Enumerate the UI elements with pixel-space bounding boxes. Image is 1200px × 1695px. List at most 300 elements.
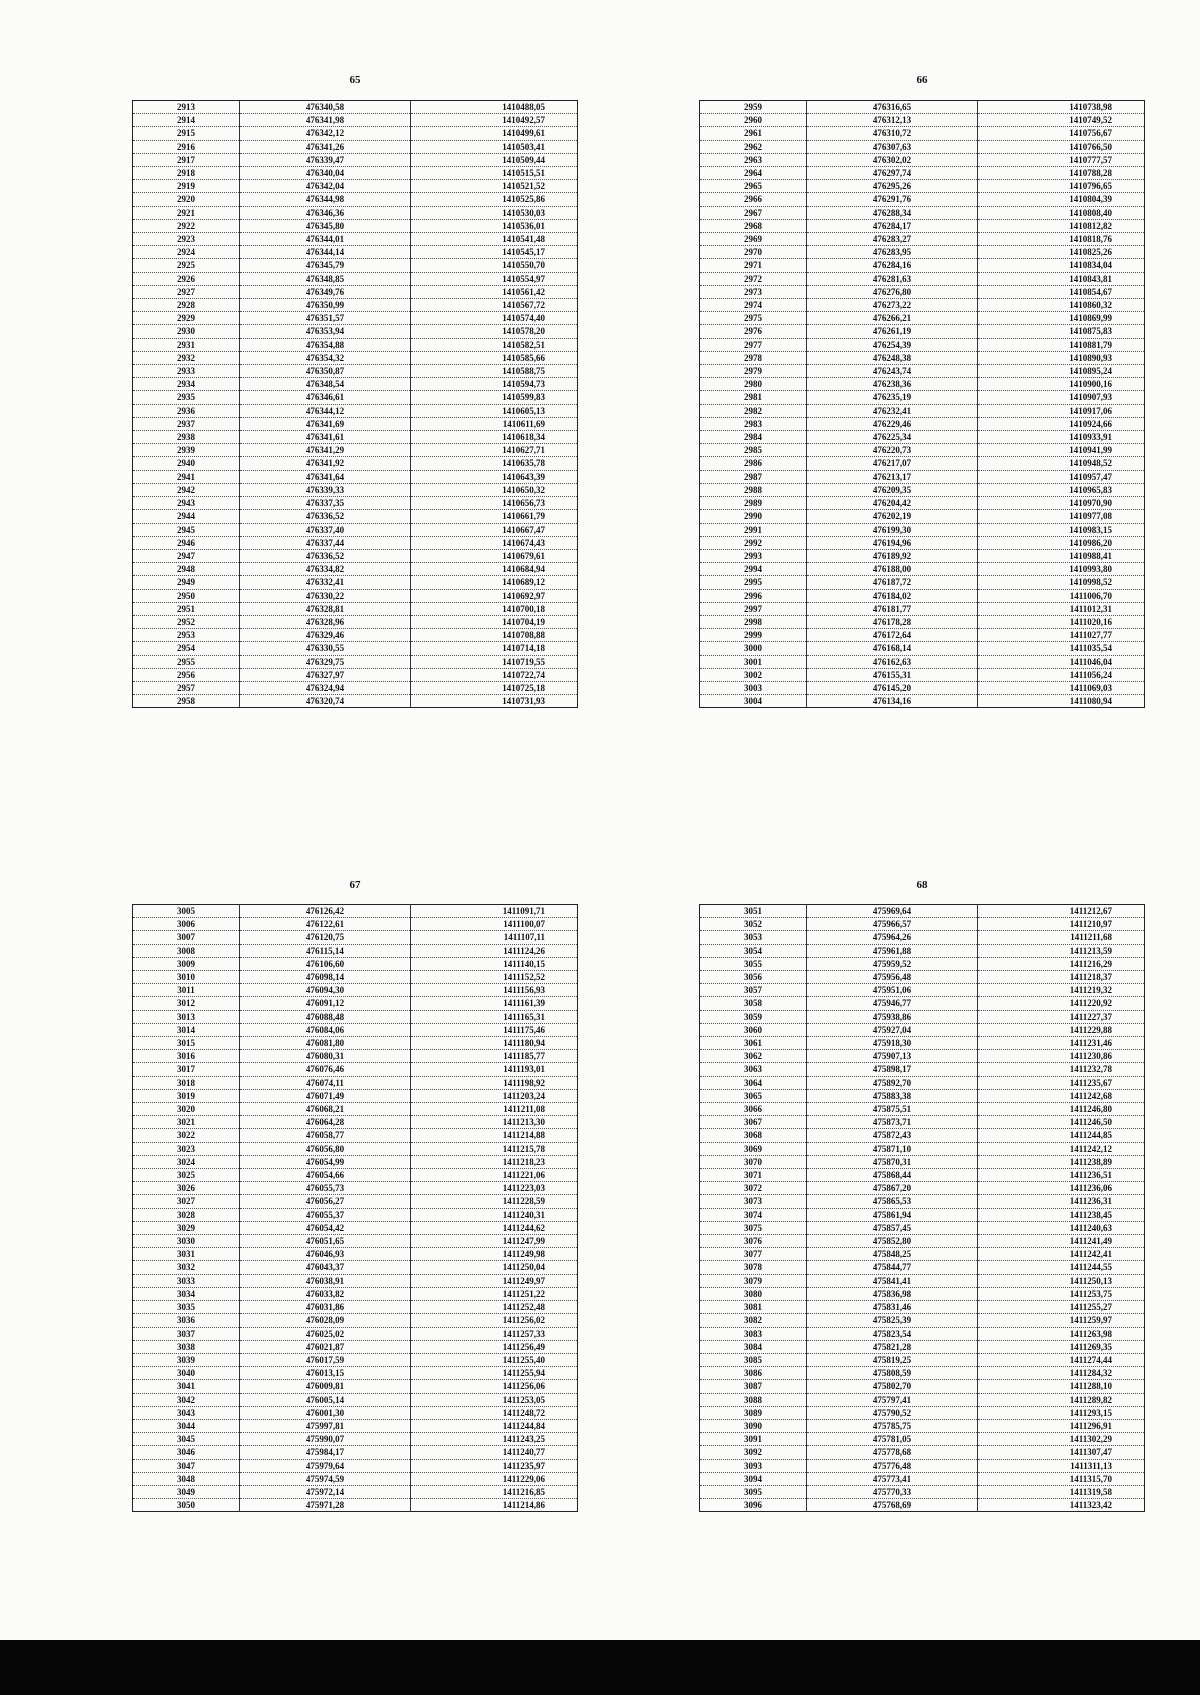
x-coordinate: 476341,92 bbox=[240, 457, 411, 470]
table-row bbox=[700, 1393, 1145, 1406]
y-coordinate: 1411220,92 bbox=[978, 997, 1145, 1010]
point-number: 3088 bbox=[700, 1393, 807, 1406]
y-coordinate: 1410611,69 bbox=[411, 417, 578, 430]
table-row bbox=[700, 997, 1145, 1010]
x-coordinate: 476172,64 bbox=[807, 629, 978, 642]
coordinate-table-65 bbox=[132, 100, 578, 708]
point-number: 3065 bbox=[700, 1089, 807, 1102]
x-coordinate: 475871,10 bbox=[807, 1142, 978, 1155]
x-coordinate: 476046,93 bbox=[240, 1248, 411, 1261]
x-coordinate: 476058,77 bbox=[240, 1129, 411, 1142]
point-number: 3094 bbox=[700, 1472, 807, 1485]
point-number: 2992 bbox=[700, 536, 807, 549]
x-coordinate: 476181,77 bbox=[807, 602, 978, 615]
table-row bbox=[700, 1406, 1145, 1419]
point-number: 2962 bbox=[700, 140, 807, 153]
point-number: 3037 bbox=[133, 1327, 240, 1340]
x-coordinate: 476054,66 bbox=[240, 1169, 411, 1182]
table-row bbox=[133, 1340, 578, 1353]
point-number: 2971 bbox=[700, 259, 807, 272]
y-coordinate: 1410585,66 bbox=[411, 351, 578, 364]
y-coordinate: 1411124,26 bbox=[411, 944, 578, 957]
y-coordinate: 1411256,02 bbox=[411, 1314, 578, 1327]
y-coordinate: 1410545,17 bbox=[411, 246, 578, 259]
y-coordinate: 1410941,99 bbox=[978, 444, 1145, 457]
table-row bbox=[700, 1129, 1145, 1142]
point-number: 3064 bbox=[700, 1076, 807, 1089]
table-row bbox=[133, 1406, 578, 1419]
y-coordinate: 1411193,01 bbox=[411, 1063, 578, 1076]
table-row bbox=[700, 1472, 1145, 1485]
table-row bbox=[133, 957, 578, 970]
y-coordinate: 1411231,46 bbox=[978, 1037, 1145, 1050]
x-coordinate: 475956,48 bbox=[807, 971, 978, 984]
y-coordinate: 1410708,88 bbox=[411, 629, 578, 642]
table-row bbox=[133, 1010, 578, 1023]
point-number: 2925 bbox=[133, 259, 240, 272]
point-number: 2978 bbox=[700, 351, 807, 364]
y-coordinate: 1411107,11 bbox=[411, 931, 578, 944]
x-coordinate: 476353,94 bbox=[240, 325, 411, 338]
x-coordinate: 476031,86 bbox=[240, 1301, 411, 1314]
x-coordinate: 475808,59 bbox=[807, 1367, 978, 1380]
x-coordinate: 476115,14 bbox=[240, 944, 411, 957]
table-row bbox=[700, 444, 1145, 457]
point-number: 2917 bbox=[133, 153, 240, 166]
x-coordinate: 475836,98 bbox=[807, 1287, 978, 1300]
table-row bbox=[700, 1023, 1145, 1036]
table-row bbox=[700, 1050, 1145, 1063]
x-coordinate: 476350,99 bbox=[240, 299, 411, 312]
x-coordinate: 476350,87 bbox=[240, 365, 411, 378]
y-coordinate: 1410834,04 bbox=[978, 259, 1145, 272]
table-row bbox=[133, 668, 578, 681]
y-coordinate: 1411244,85 bbox=[978, 1129, 1145, 1142]
y-coordinate: 1411236,51 bbox=[978, 1169, 1145, 1182]
y-coordinate: 1410714,18 bbox=[411, 642, 578, 655]
x-coordinate: 475797,41 bbox=[807, 1393, 978, 1406]
table-row bbox=[133, 1116, 578, 1129]
x-coordinate: 476232,41 bbox=[807, 404, 978, 417]
table-row bbox=[700, 1485, 1145, 1498]
point-number: 3079 bbox=[700, 1274, 807, 1287]
point-number: 3060 bbox=[700, 1023, 807, 1036]
y-coordinate: 1411241,49 bbox=[978, 1235, 1145, 1248]
point-number: 3013 bbox=[133, 1010, 240, 1023]
x-coordinate: 476155,31 bbox=[807, 668, 978, 681]
y-coordinate: 1411315,70 bbox=[978, 1472, 1145, 1485]
x-coordinate: 476094,30 bbox=[240, 984, 411, 997]
x-coordinate: 476344,14 bbox=[240, 246, 411, 259]
point-number: 3026 bbox=[133, 1182, 240, 1195]
point-number: 2996 bbox=[700, 589, 807, 602]
table-row bbox=[133, 127, 578, 140]
point-number: 2942 bbox=[133, 483, 240, 496]
table-row bbox=[700, 1037, 1145, 1050]
x-coordinate: 476091,12 bbox=[240, 997, 411, 1010]
table-row bbox=[700, 944, 1145, 957]
y-coordinate: 1411256,06 bbox=[411, 1380, 578, 1393]
table-row bbox=[700, 127, 1145, 140]
point-number: 2964 bbox=[700, 167, 807, 180]
x-coordinate: 476220,73 bbox=[807, 444, 978, 457]
y-coordinate: 1410618,34 bbox=[411, 431, 578, 444]
y-coordinate: 1411069,03 bbox=[978, 681, 1145, 694]
x-coordinate: 476204,42 bbox=[807, 497, 978, 510]
point-number: 3044 bbox=[133, 1419, 240, 1432]
point-number: 2959 bbox=[700, 101, 807, 114]
x-coordinate: 475997,81 bbox=[240, 1419, 411, 1432]
point-number: 3043 bbox=[133, 1406, 240, 1419]
y-coordinate: 1411227,37 bbox=[978, 1010, 1145, 1023]
x-coordinate: 476051,65 bbox=[240, 1235, 411, 1248]
point-number: 3028 bbox=[133, 1208, 240, 1221]
x-coordinate: 476346,61 bbox=[240, 391, 411, 404]
x-coordinate: 476284,17 bbox=[807, 219, 978, 232]
y-coordinate: 1411203,24 bbox=[411, 1089, 578, 1102]
x-coordinate: 475844,77 bbox=[807, 1261, 978, 1274]
point-number: 2988 bbox=[700, 483, 807, 496]
y-coordinate: 1410924,66 bbox=[978, 417, 1145, 430]
point-number: 3077 bbox=[700, 1248, 807, 1261]
point-number: 3095 bbox=[700, 1485, 807, 1498]
y-coordinate: 1411244,55 bbox=[978, 1261, 1145, 1274]
point-number: 3062 bbox=[700, 1050, 807, 1063]
y-coordinate: 1410567,72 bbox=[411, 299, 578, 312]
table-row bbox=[133, 589, 578, 602]
point-number: 3024 bbox=[133, 1155, 240, 1168]
x-coordinate: 475961,88 bbox=[807, 944, 978, 957]
y-coordinate: 1411319,58 bbox=[978, 1485, 1145, 1498]
x-coordinate: 476307,63 bbox=[807, 140, 978, 153]
x-coordinate: 476273,22 bbox=[807, 299, 978, 312]
y-coordinate: 1411156,93 bbox=[411, 984, 578, 997]
y-coordinate: 1411296,91 bbox=[978, 1419, 1145, 1432]
point-number: 3011 bbox=[133, 984, 240, 997]
y-coordinate: 1411249,97 bbox=[411, 1274, 578, 1287]
y-coordinate: 1411307,47 bbox=[978, 1446, 1145, 1459]
y-coordinate: 1411229,88 bbox=[978, 1023, 1145, 1036]
table-row bbox=[133, 153, 578, 166]
page-number-66: 66 bbox=[916, 74, 928, 86]
x-coordinate: 476320,74 bbox=[240, 695, 411, 708]
y-coordinate: 1410643,39 bbox=[411, 470, 578, 483]
table-row bbox=[133, 510, 578, 523]
table-row bbox=[700, 417, 1145, 430]
point-number: 3020 bbox=[133, 1103, 240, 1116]
y-coordinate: 1410854,67 bbox=[978, 285, 1145, 298]
x-coordinate: 476021,87 bbox=[240, 1340, 411, 1353]
x-coordinate: 476330,55 bbox=[240, 642, 411, 655]
point-number: 3068 bbox=[700, 1129, 807, 1142]
point-number: 3076 bbox=[700, 1235, 807, 1248]
point-number: 2972 bbox=[700, 272, 807, 285]
table-row bbox=[133, 602, 578, 615]
point-number: 2954 bbox=[133, 642, 240, 655]
table-row bbox=[133, 1327, 578, 1340]
point-number: 2920 bbox=[133, 193, 240, 206]
point-number: 3034 bbox=[133, 1287, 240, 1300]
y-coordinate: 1410599,83 bbox=[411, 391, 578, 404]
y-coordinate: 1410554,97 bbox=[411, 272, 578, 285]
y-coordinate: 1411235,67 bbox=[978, 1076, 1145, 1089]
table-row bbox=[700, 629, 1145, 642]
y-coordinate: 1411249,98 bbox=[411, 1248, 578, 1261]
x-coordinate: 476261,19 bbox=[807, 325, 978, 338]
x-coordinate: 476341,98 bbox=[240, 114, 411, 127]
point-number: 3012 bbox=[133, 997, 240, 1010]
x-coordinate: 475802,70 bbox=[807, 1380, 978, 1393]
y-coordinate: 1410627,71 bbox=[411, 444, 578, 457]
x-coordinate: 475984,17 bbox=[240, 1446, 411, 1459]
table-row bbox=[700, 1195, 1145, 1208]
x-coordinate: 475867,20 bbox=[807, 1182, 978, 1195]
y-coordinate: 1411214,86 bbox=[411, 1499, 578, 1512]
point-number: 2929 bbox=[133, 312, 240, 325]
table-row bbox=[700, 101, 1145, 114]
y-coordinate: 1410756,67 bbox=[978, 127, 1145, 140]
table-row bbox=[700, 1459, 1145, 1472]
point-number: 2982 bbox=[700, 404, 807, 417]
x-coordinate: 476342,12 bbox=[240, 127, 411, 140]
y-coordinate: 1410582,51 bbox=[411, 338, 578, 351]
point-number: 3002 bbox=[700, 668, 807, 681]
x-coordinate: 476056,80 bbox=[240, 1142, 411, 1155]
coordinate-table-68 bbox=[699, 904, 1145, 1512]
table-row bbox=[133, 1446, 578, 1459]
y-coordinate: 1411242,41 bbox=[978, 1248, 1145, 1261]
table-row bbox=[700, 180, 1145, 193]
table-row bbox=[133, 272, 578, 285]
x-coordinate: 476281,63 bbox=[807, 272, 978, 285]
table-row bbox=[133, 285, 578, 298]
table-row bbox=[700, 695, 1145, 708]
x-coordinate: 476168,14 bbox=[807, 642, 978, 655]
x-coordinate: 475990,07 bbox=[240, 1433, 411, 1446]
y-coordinate: 1410530,03 bbox=[411, 206, 578, 219]
y-coordinate: 1410692,97 bbox=[411, 589, 578, 602]
x-coordinate: 475770,33 bbox=[807, 1485, 978, 1498]
table-row bbox=[133, 1433, 578, 1446]
y-coordinate: 1410725,18 bbox=[411, 681, 578, 694]
table-row bbox=[700, 272, 1145, 285]
y-coordinate: 1410860,32 bbox=[978, 299, 1145, 312]
y-coordinate: 1410970,90 bbox=[978, 497, 1145, 510]
y-coordinate: 1410825,26 bbox=[978, 246, 1145, 259]
x-coordinate: 476028,09 bbox=[240, 1314, 411, 1327]
point-number: 2967 bbox=[700, 206, 807, 219]
y-coordinate: 1411242,12 bbox=[978, 1142, 1145, 1155]
y-coordinate: 1411253,05 bbox=[411, 1393, 578, 1406]
y-coordinate: 1410578,20 bbox=[411, 325, 578, 338]
point-number: 2990 bbox=[700, 510, 807, 523]
table-row bbox=[133, 299, 578, 312]
y-coordinate: 1411198,92 bbox=[411, 1076, 578, 1089]
point-number: 3001 bbox=[700, 655, 807, 668]
table-row bbox=[700, 1261, 1145, 1274]
y-coordinate: 1411263,98 bbox=[978, 1327, 1145, 1340]
table-row bbox=[133, 114, 578, 127]
point-number: 2985 bbox=[700, 444, 807, 457]
table-row bbox=[700, 153, 1145, 166]
point-number: 2984 bbox=[700, 431, 807, 444]
y-coordinate: 1411243,25 bbox=[411, 1433, 578, 1446]
point-number: 3033 bbox=[133, 1274, 240, 1287]
y-coordinate: 1411251,22 bbox=[411, 1287, 578, 1300]
y-coordinate: 1411255,27 bbox=[978, 1301, 1145, 1314]
x-coordinate: 476348,54 bbox=[240, 378, 411, 391]
point-number: 3016 bbox=[133, 1050, 240, 1063]
y-coordinate: 1411212,67 bbox=[978, 905, 1145, 918]
y-coordinate: 1411250,13 bbox=[978, 1274, 1145, 1287]
x-coordinate: 476342,04 bbox=[240, 180, 411, 193]
x-coordinate: 476013,15 bbox=[240, 1367, 411, 1380]
point-number: 3090 bbox=[700, 1419, 807, 1432]
x-coordinate: 475861,94 bbox=[807, 1208, 978, 1221]
point-number: 3074 bbox=[700, 1208, 807, 1221]
point-number: 3061 bbox=[700, 1037, 807, 1050]
x-coordinate: 476248,38 bbox=[807, 351, 978, 364]
x-coordinate: 475823,54 bbox=[807, 1327, 978, 1340]
y-coordinate: 1411240,63 bbox=[978, 1221, 1145, 1234]
x-coordinate: 476291,76 bbox=[807, 193, 978, 206]
x-coordinate: 475979,64 bbox=[240, 1459, 411, 1472]
x-coordinate: 475868,44 bbox=[807, 1169, 978, 1182]
table-row bbox=[700, 957, 1145, 970]
point-number: 3007 bbox=[133, 931, 240, 944]
table-row bbox=[700, 984, 1145, 997]
point-number: 2914 bbox=[133, 114, 240, 127]
x-coordinate: 476017,59 bbox=[240, 1353, 411, 1366]
table-row bbox=[133, 1169, 578, 1182]
point-number: 2946 bbox=[133, 536, 240, 549]
x-coordinate: 476225,34 bbox=[807, 431, 978, 444]
table-row bbox=[133, 944, 578, 957]
point-number: 3087 bbox=[700, 1380, 807, 1393]
table-row bbox=[133, 931, 578, 944]
point-number: 2923 bbox=[133, 233, 240, 246]
y-coordinate: 1410993,80 bbox=[978, 563, 1145, 576]
table-row bbox=[700, 1380, 1145, 1393]
x-coordinate: 476354,88 bbox=[240, 338, 411, 351]
table-row bbox=[700, 1314, 1145, 1327]
point-number: 2935 bbox=[133, 391, 240, 404]
x-coordinate: 476348,85 bbox=[240, 272, 411, 285]
point-number: 2945 bbox=[133, 523, 240, 536]
table-row bbox=[133, 642, 578, 655]
table-row bbox=[133, 1459, 578, 1472]
x-coordinate: 475825,39 bbox=[807, 1314, 978, 1327]
point-number: 3030 bbox=[133, 1235, 240, 1248]
x-coordinate: 476288,34 bbox=[807, 206, 978, 219]
point-number: 2994 bbox=[700, 563, 807, 576]
table-row bbox=[700, 1301, 1145, 1314]
y-coordinate: 1411080,94 bbox=[978, 695, 1145, 708]
point-number: 2930 bbox=[133, 325, 240, 338]
x-coordinate: 476344,12 bbox=[240, 404, 411, 417]
point-number: 2968 bbox=[700, 219, 807, 232]
point-number: 3047 bbox=[133, 1459, 240, 1472]
y-coordinate: 1410808,40 bbox=[978, 206, 1145, 219]
table-row bbox=[700, 1499, 1145, 1512]
y-coordinate: 1411020,16 bbox=[978, 615, 1145, 628]
point-number: 2969 bbox=[700, 233, 807, 246]
point-number: 2981 bbox=[700, 391, 807, 404]
y-coordinate: 1411230,86 bbox=[978, 1050, 1145, 1063]
table-row bbox=[133, 918, 578, 931]
point-number: 3084 bbox=[700, 1340, 807, 1353]
y-coordinate: 1410594,73 bbox=[411, 378, 578, 391]
y-coordinate: 1411216,85 bbox=[411, 1485, 578, 1498]
point-number: 2926 bbox=[133, 272, 240, 285]
x-coordinate: 476025,02 bbox=[240, 1327, 411, 1340]
y-coordinate: 1411256,49 bbox=[411, 1340, 578, 1353]
table-row bbox=[700, 219, 1145, 232]
point-number: 2991 bbox=[700, 523, 807, 536]
table-row bbox=[133, 1485, 578, 1498]
y-coordinate: 1410561,42 bbox=[411, 285, 578, 298]
table-row bbox=[700, 391, 1145, 404]
y-coordinate: 1411257,33 bbox=[411, 1327, 578, 1340]
x-coordinate: 476339,33 bbox=[240, 483, 411, 496]
x-coordinate: 476055,73 bbox=[240, 1182, 411, 1195]
table-row bbox=[133, 378, 578, 391]
table-row bbox=[700, 259, 1145, 272]
x-coordinate: 475785,75 bbox=[807, 1419, 978, 1432]
point-number: 2944 bbox=[133, 510, 240, 523]
point-number: 2977 bbox=[700, 338, 807, 351]
table-row bbox=[133, 1076, 578, 1089]
y-coordinate: 1410998,52 bbox=[978, 576, 1145, 589]
x-coordinate: 476001,30 bbox=[240, 1406, 411, 1419]
y-coordinate: 1411247,99 bbox=[411, 1235, 578, 1248]
y-coordinate: 1411006,70 bbox=[978, 589, 1145, 602]
y-coordinate: 1410788,28 bbox=[978, 167, 1145, 180]
table-row bbox=[133, 615, 578, 628]
point-number: 2976 bbox=[700, 325, 807, 338]
y-coordinate: 1411242,68 bbox=[978, 1089, 1145, 1102]
table-row bbox=[133, 338, 578, 351]
table-row bbox=[700, 431, 1145, 444]
page-number-65: 65 bbox=[349, 74, 361, 86]
page-number-68: 68 bbox=[916, 879, 928, 891]
table-row bbox=[133, 431, 578, 444]
coordinate-table-66 bbox=[699, 100, 1145, 708]
x-coordinate: 476189,92 bbox=[807, 549, 978, 562]
point-number: 3057 bbox=[700, 984, 807, 997]
point-number: 2958 bbox=[133, 695, 240, 708]
table-row bbox=[700, 1248, 1145, 1261]
table-row bbox=[700, 1287, 1145, 1300]
x-coordinate: 476184,02 bbox=[807, 589, 978, 602]
table-row bbox=[133, 470, 578, 483]
table-row bbox=[700, 971, 1145, 984]
x-coordinate: 476341,61 bbox=[240, 431, 411, 444]
y-coordinate: 1411221,06 bbox=[411, 1169, 578, 1182]
point-number: 3052 bbox=[700, 918, 807, 931]
table-row bbox=[133, 101, 578, 114]
y-coordinate: 1411211,08 bbox=[411, 1103, 578, 1116]
point-number: 2963 bbox=[700, 153, 807, 166]
y-coordinate: 1410812,82 bbox=[978, 219, 1145, 232]
point-number: 3046 bbox=[133, 1446, 240, 1459]
x-coordinate: 475778,68 bbox=[807, 1446, 978, 1459]
point-number: 2941 bbox=[133, 470, 240, 483]
table-row bbox=[700, 1433, 1145, 1446]
table-row bbox=[700, 483, 1145, 496]
table-row bbox=[133, 681, 578, 694]
table-row bbox=[700, 246, 1145, 259]
